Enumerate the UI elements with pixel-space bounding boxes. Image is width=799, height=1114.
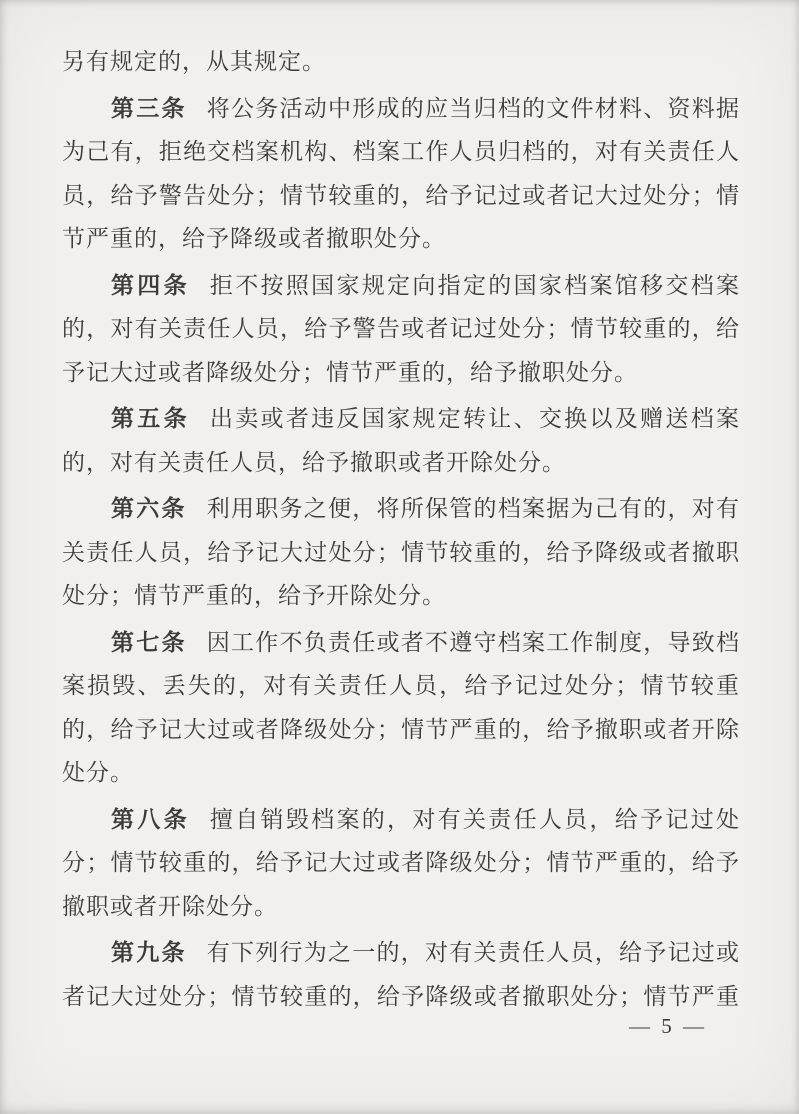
text-line: 关责任人员，给予记大过处分；情节较重的，给予降级或者撤职 [62,539,740,565]
article-heading: 第六条 [111,496,187,521]
article-heading: 第七条 [111,629,187,655]
article-heading: 第四条 [111,272,190,298]
paragraph [62,264,740,395]
text-line [62,487,740,531]
line-text: 将公务活动中形成的应当归档的文件材料、资料据 [206,95,740,121]
article-heading: 第五条 [111,406,190,431]
text-line [62,621,740,665]
text-line: 的，对有关责任人员，给予警告或者记过处分；情节较重的，给 [62,316,740,341]
text-line: 予记大过或者降级处分；情节严重的，给予撤职处分。 [62,359,638,385]
article-heading: 第九条 [111,940,187,965]
text-line: 为己有，拒绝交档案机构、档案工作人员归档的，对有关责任人 [62,139,740,164]
text-line: 分；情节较重的，给予记大过或者降级处分；情节严重的，给予 [62,850,740,875]
text-line: 案损毁、丢失的，对有关责任人员，给予记过处分；情节较重 [62,673,740,698]
line-text: 出卖或者违反国家规定转让、交换以及赠送档案 [209,406,740,431]
text-line: 者记大过处分；情节较重的，给予降级或者撤职处分；情节严重 [62,983,740,1009]
text-line [62,87,740,131]
text-line: 的，给予记大过或者降级处分；情节严重的，给予撤职或者开除 [62,716,740,742]
text-line: 员，给予警告处分；情节较重的，给予记过或者记大过处分；情 [62,182,740,208]
line-text: 有下列行为之一的，对有关责任人员，给予记过或 [206,940,740,965]
document-body [62,40,740,1021]
paragraph [62,931,740,1018]
text-line: 撤职或者开除处分。 [62,893,278,919]
article-heading: 第八条 [111,806,190,832]
text-line [62,264,740,308]
text-line [62,397,740,441]
paragraph [62,397,740,484]
paragraph [62,798,740,929]
article-heading: 第三条 [111,95,187,121]
line-text: 擅自销毁档案的，对有关责任人员，给予记过处 [209,806,740,832]
text-line: 的，对有关责任人员，给予撤职或者开除处分。 [62,449,566,475]
text-line: 另有规定的，从其规定。 [62,49,326,74]
text-line: 节严重的，给予降级或者撤职处分。 [62,226,446,251]
text-line: 处分；情节严重的，给予开除处分。 [62,583,446,608]
paragraph [62,87,740,261]
paragraph [62,487,740,618]
text-line [62,798,740,842]
paragraph [62,40,740,84]
line-text: 拒不按照国家规定向指定的国家档案馆移交档案 [209,272,740,298]
line-text: 利用职务之便，将所保管的档案据为己有的，对有 [206,496,740,521]
text-line: 处分。 [62,760,134,785]
page-number: — 5 — [629,1014,707,1038]
paragraph [62,621,740,795]
text-line [62,931,740,975]
line-text: 因工作不负责任或者不遵守档案工作制度，导致档 [206,629,740,655]
